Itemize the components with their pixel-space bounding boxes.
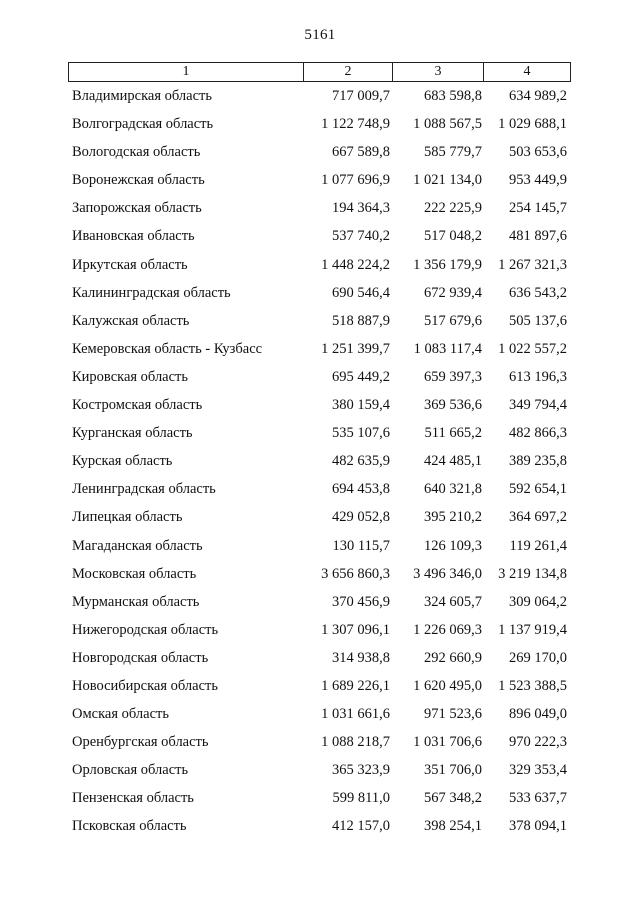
value-col-3: 659 397,3 [424, 368, 482, 385]
column-header-1: 1 [69, 63, 304, 81]
value-col-3: 683 598,8 [424, 88, 482, 104]
value-col-4: 503 653,6 [509, 144, 567, 161]
value-col-4: 953 449,9 [509, 172, 567, 189]
value-col-3: 1 356 179,9 [413, 256, 482, 273]
value-col-4: 349 794,4 [509, 397, 567, 414]
value-col-2: 717 009,7 [332, 88, 390, 104]
table-row [0, 787, 640, 815]
value-col-3: 1 031 706,6 [413, 734, 482, 751]
value-col-2: 1 251 399,7 [321, 340, 390, 357]
region-name: Запорожская область [72, 200, 202, 217]
value-col-2: 1 689 226,1 [321, 677, 390, 694]
value-col-2: 1 448 224,2 [321, 256, 390, 273]
table-row [0, 225, 640, 253]
value-col-2: 690 546,4 [332, 284, 390, 301]
value-col-4: 1 137 919,4 [498, 621, 567, 638]
value-col-2: 3 656 860,3 [321, 565, 390, 582]
region-name: Костромская область [72, 397, 203, 414]
region-name: Псковская область [72, 818, 187, 835]
page-number: 5161 [304, 27, 336, 43]
table-row [0, 506, 640, 534]
value-col-4: 1 022 557,2 [498, 340, 567, 357]
table-row [0, 450, 640, 478]
table-row [0, 254, 640, 282]
value-col-4: 970 222,3 [509, 734, 567, 751]
table-row [0, 815, 640, 843]
value-col-3: 1 226 069,3 [413, 621, 482, 638]
value-col-3: 369 536,6 [424, 397, 482, 414]
region-name: Кировская область [72, 368, 189, 385]
value-col-4: 634 989,2 [509, 88, 567, 104]
value-col-4: 364 697,2 [509, 509, 567, 526]
value-col-3: 292 660,9 [424, 649, 482, 666]
value-col-3: 1 620 495,0 [413, 677, 482, 694]
value-col-4: 505 137,6 [509, 312, 567, 329]
region-name: Воронежская область [72, 172, 205, 189]
value-col-4: 3 219 134,8 [498, 565, 567, 582]
region-name: Новосибирская область [72, 677, 218, 694]
table-row [0, 675, 640, 703]
region-name: Новгородская область [72, 649, 209, 666]
table-body [0, 85, 640, 844]
table-row [0, 591, 640, 619]
value-col-2: 314 938,8 [332, 649, 390, 666]
value-col-3: 351 706,0 [424, 762, 482, 779]
value-col-3: 1 021 134,0 [413, 172, 482, 189]
value-col-2: 535 107,6 [332, 425, 390, 442]
value-col-3: 1 088 567,5 [413, 116, 482, 133]
value-col-3: 1 083 117,4 [413, 340, 482, 357]
column-header-2: 2 [304, 63, 393, 81]
value-col-4: 309 064,2 [509, 593, 567, 610]
value-col-2: 1 122 748,9 [321, 116, 390, 133]
value-col-4: 378 094,1 [509, 818, 567, 835]
region-name: Ленинградская область [72, 481, 216, 498]
region-name: Волгоградская область [72, 116, 214, 133]
value-col-4: 1 523 388,5 [498, 677, 567, 694]
value-col-2: 667 589,8 [332, 144, 390, 161]
value-col-4: 1 267 321,3 [498, 256, 567, 273]
value-col-3: 567 348,2 [424, 790, 482, 807]
value-col-4: 481 897,6 [509, 228, 567, 245]
table-row [0, 422, 640, 450]
table-row [0, 282, 640, 310]
column-header-3: 3 [393, 63, 484, 81]
value-col-2: 599 811,0 [332, 790, 390, 807]
value-col-3: 971 523,6 [424, 706, 482, 723]
table-row [0, 535, 640, 563]
value-col-2: 380 159,4 [332, 397, 390, 414]
table-row [0, 731, 640, 759]
value-col-2: 1 088 218,7 [321, 734, 390, 751]
region-name: Мурманская область [72, 593, 200, 610]
region-name: Орловская область [72, 762, 189, 779]
table-row [0, 563, 640, 591]
value-col-2: 130 115,7 [332, 537, 390, 554]
table-row [0, 703, 640, 731]
region-name: Курганская область [72, 425, 193, 442]
value-col-2: 518 887,9 [332, 312, 390, 329]
value-col-2: 370 456,9 [332, 593, 390, 610]
value-col-3: 517 048,2 [424, 228, 482, 245]
value-col-2: 537 740,2 [332, 228, 390, 245]
value-col-2: 694 453,8 [332, 481, 390, 498]
table-row [0, 394, 640, 422]
region-name: Липецкая область [72, 509, 183, 526]
value-col-4: 119 261,4 [509, 537, 567, 554]
table-row [0, 366, 640, 394]
value-col-2: 1 307 096,1 [321, 621, 390, 638]
region-name: Кемеровская область - Кузбасс [72, 340, 263, 357]
value-col-3: 424 485,1 [424, 453, 482, 470]
value-col-4: 613 196,3 [509, 368, 567, 385]
value-col-2: 194 364,3 [332, 200, 390, 217]
table-row [0, 619, 640, 647]
value-col-3: 3 496 346,0 [413, 565, 482, 582]
column-header-4: 4 [523, 64, 531, 79]
value-col-3: 324 605,7 [424, 593, 482, 610]
value-col-3: 640 321,8 [424, 481, 482, 498]
table-row [0, 310, 640, 338]
value-col-3: 126 109,3 [424, 537, 482, 554]
value-col-4: 896 049,0 [509, 706, 567, 723]
region-name: Калужская область [72, 312, 190, 329]
value-col-4: 329 353,4 [509, 762, 567, 779]
region-name: Иркутская область [72, 256, 188, 273]
table-row [0, 647, 640, 675]
table-row [0, 478, 640, 506]
value-col-4: 592 654,1 [509, 481, 567, 498]
value-col-4: 636 543,2 [509, 284, 567, 301]
value-col-2: 412 157,0 [332, 818, 390, 835]
value-col-2: 695 449,2 [332, 368, 390, 385]
value-col-3: 511 665,2 [424, 425, 482, 442]
region-name: Курская область [72, 453, 173, 470]
region-name: Пензенская область [72, 790, 194, 807]
value-col-3: 222 225,9 [424, 200, 482, 217]
value-col-2: 429 052,8 [332, 509, 390, 526]
region-name: Владимирская область [72, 88, 212, 104]
value-col-2: 365 323,9 [332, 762, 390, 779]
value-col-3: 585 779,7 [424, 144, 482, 161]
value-col-4: 269 170,0 [509, 649, 567, 666]
table-row [0, 197, 640, 225]
value-col-4: 254 145,7 [509, 200, 567, 217]
table-header [68, 62, 571, 82]
value-col-3: 398 254,1 [424, 818, 482, 835]
region-name: Магаданская область [72, 537, 203, 554]
table-row [0, 338, 640, 366]
region-name: Московская область [72, 565, 197, 582]
value-col-3: 517 679,6 [424, 312, 482, 329]
region-name: Омская область [72, 706, 169, 723]
value-col-4: 482 866,3 [509, 425, 567, 442]
value-col-2: 1 077 696,9 [321, 172, 390, 189]
value-col-4: 533 637,7 [509, 790, 567, 807]
region-name: Нижегородская область [72, 621, 219, 638]
region-name: Калининградская область [72, 284, 231, 301]
value-col-3: 672 939,4 [424, 284, 482, 301]
value-col-4: 389 235,8 [509, 453, 567, 470]
region-name: Оренбургская область [72, 734, 209, 751]
region-name: Вологодская область [72, 144, 201, 161]
table-row [0, 759, 640, 787]
value-col-4: 1 029 688,1 [498, 116, 567, 133]
table-row [0, 113, 640, 141]
value-col-2: 1 031 661,6 [321, 706, 390, 723]
table-row [0, 85, 640, 113]
table-row [0, 169, 640, 197]
table-row [0, 141, 640, 169]
value-col-2: 482 635,9 [332, 453, 390, 470]
value-col-3: 395 210,2 [424, 509, 482, 526]
region-name: Ивановская область [72, 228, 195, 245]
